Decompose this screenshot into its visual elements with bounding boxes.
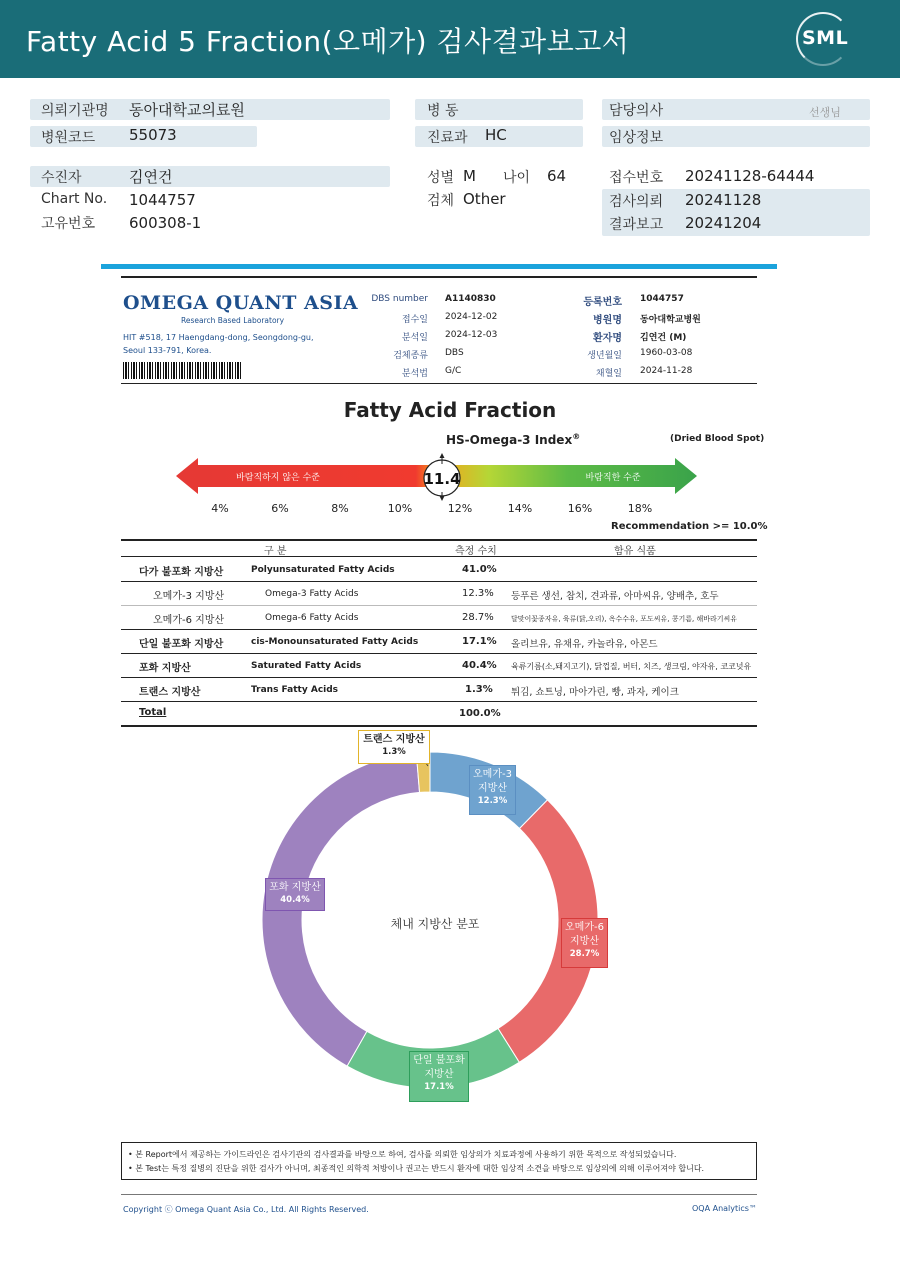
meta-label: 접수일 bbox=[401, 315, 428, 325]
receipt-label: 접수번호 bbox=[609, 170, 664, 186]
slice-label-pct: 40.4% bbox=[280, 895, 310, 905]
row-ko: 오메가-3 지방산 bbox=[153, 591, 225, 602]
institution-label: 의뢰기관명 bbox=[41, 103, 109, 119]
scale-tick: 8% bbox=[331, 502, 349, 515]
dept-value: HC bbox=[485, 126, 507, 144]
recommendation: Recommendation >= 10.0% bbox=[611, 521, 768, 532]
sex-value: M bbox=[463, 167, 476, 185]
row-value: 1.3% bbox=[465, 684, 493, 695]
slice-label-trans bbox=[358, 730, 430, 764]
sex-label: 성별 bbox=[427, 170, 455, 186]
disclaimer-line: • 본 Report에서 제공하는 가이드라인은 검사기관의 검사결과를 바탕으로 하여, 검사를 의뢰한 임상의가 치료과정에 사용하기 위한 목적으로 작성되었습니다. bbox=[128, 1150, 677, 1159]
row-value: 17.1% bbox=[462, 636, 497, 647]
slice-label-saturated bbox=[265, 878, 325, 911]
row-en: cis-Monounsaturated Fatty Acids bbox=[251, 637, 419, 647]
fatty-acid-title: Fatty Acid Fraction bbox=[343, 398, 557, 422]
scale-tick: 16% bbox=[567, 502, 593, 515]
row-ko: 오메가-6 지방산 bbox=[153, 615, 225, 626]
undesirable-zone-label: 바람직하지 않은 수준 bbox=[236, 473, 320, 483]
row-foods: 올리브유, 유채유, 카놀라유, 아몬드 bbox=[511, 639, 658, 650]
doctor-suffix: 선생님 bbox=[809, 106, 841, 119]
row-en: Omega-3 Fatty Acids bbox=[265, 589, 359, 599]
meta-value: 2024-12-02 bbox=[445, 312, 498, 322]
meta-label: 분석일 bbox=[401, 333, 428, 343]
omega-index-title-text: HS-Omega-3 Index bbox=[446, 433, 573, 447]
meta-label: 병원명 bbox=[593, 315, 622, 326]
report-date-value: 20241204 bbox=[685, 214, 762, 232]
desirable-zone-label: 바람직한 수준 bbox=[585, 473, 641, 483]
slice-label-name: 단일 불포화 지방산 bbox=[413, 1055, 465, 1080]
scale-tick: 12% bbox=[447, 502, 473, 515]
row-en: Omega-6 Fatty Acids bbox=[265, 613, 359, 623]
uid-label: 고유번호 bbox=[41, 216, 96, 232]
meta-value: 2024-11-28 bbox=[640, 366, 693, 376]
donut-center-title: 체내 지방산 분포 bbox=[390, 917, 480, 931]
col-header-foods: 함유 식품 bbox=[614, 546, 656, 557]
clinical-label: 임상정보 bbox=[609, 130, 664, 146]
patient-label: 수진자 bbox=[41, 170, 82, 186]
hospital-code-label: 병원코드 bbox=[41, 130, 96, 146]
meta-label: 채혈일 bbox=[595, 369, 622, 379]
age-value: 64 bbox=[547, 167, 567, 185]
ward-label: 병 동 bbox=[427, 103, 459, 119]
meta-label: 환자명 bbox=[593, 333, 622, 344]
meta-value: 김연건 (M) bbox=[640, 333, 687, 343]
specimen-value: Other bbox=[463, 190, 506, 208]
row-foods: 튀김, 쇼트닝, 마아가린, 빵, 과자, 케이크 bbox=[511, 687, 679, 698]
chart-no-value: 1044757 bbox=[129, 191, 196, 209]
row-ko: 단일 불포화 지방산 bbox=[139, 639, 224, 650]
slice-label-name: 트랜스 지방산 bbox=[363, 734, 425, 745]
meta-value: 2024-12-03 bbox=[445, 330, 498, 340]
logo-text: SML bbox=[802, 27, 849, 49]
meta-label: DBS number bbox=[371, 294, 428, 304]
row-foods: 육류기름(소,돼지고기), 닭껍질, 버터, 치즈, 생크림, 야자유, 코코넛유 bbox=[511, 662, 752, 671]
slice-label-pct: 12.3% bbox=[477, 796, 508, 806]
row-ko: 트랜스 지방산 bbox=[139, 687, 201, 698]
slice-label-mono bbox=[409, 1051, 469, 1102]
index-value: 11.4 bbox=[423, 470, 461, 488]
col-header-category: 구 분 bbox=[264, 546, 287, 557]
scale-tick: 18% bbox=[627, 502, 653, 515]
specimen-label: 검체 bbox=[427, 193, 455, 209]
row-en: Saturated Fatty Acids bbox=[251, 661, 362, 671]
lab-logo: OMEGA QUANT ASIA bbox=[123, 292, 359, 314]
uid-value: 600308-1 bbox=[129, 214, 202, 232]
slice-label-pct: 28.7% bbox=[569, 949, 600, 959]
slice-label-omega6 bbox=[561, 918, 608, 968]
row-ko: 포화 지방산 bbox=[139, 663, 191, 674]
scale-tick: 14% bbox=[507, 502, 533, 515]
meta-label: 분석법 bbox=[401, 369, 428, 379]
disclaimer-line: • 본 Test는 특정 질병의 진단을 위한 검사가 아니며, 최종적인 의학적 처방이나 권고는 반드시 환자에 대한 임상적 소견을 바탕으로 임상의에 의해 이루어져야 합니다. bbox=[128, 1164, 705, 1173]
request-label: 검사의뢰 bbox=[609, 194, 664, 210]
report-date-label: 결과보고 bbox=[609, 217, 664, 233]
total-label: Total bbox=[139, 707, 167, 718]
row-foods: 달맞이꽃종자유, 육류(닭,오리), 옥수수유, 포도씨유, 콩기름, 해바라기씨유 bbox=[511, 615, 738, 623]
age-label: 나이 bbox=[503, 170, 531, 186]
analytics-mark: OQA Analytics™ bbox=[692, 1204, 757, 1213]
request-value: 20241128 bbox=[685, 191, 762, 209]
slice-label-omega3 bbox=[469, 765, 516, 815]
patient-value: 김연건 bbox=[129, 168, 173, 186]
row-en: Trans Fatty Acids bbox=[251, 685, 339, 695]
report-title: Fatty Acid 5 Fraction(오메가) 검사결과보고서 bbox=[26, 25, 630, 58]
total-value: 100.0% bbox=[459, 708, 501, 719]
dbs-note: (Dried Blood Spot) bbox=[670, 434, 765, 444]
institution-value: 동아대학교의료원 bbox=[129, 101, 245, 119]
lab-address-line: Seoul 133-791, Korea. bbox=[123, 346, 212, 355]
meta-value: DBS bbox=[445, 348, 464, 358]
lab-address-line: HIT #518, 17 Haengdang-dong, Seongdong-gu, bbox=[123, 333, 314, 342]
meta-label: 검체종류 bbox=[393, 351, 428, 361]
footer-divider bbox=[121, 1194, 757, 1195]
row-foods: 등푸른 생선, 참치, 견과류, 아마씨유, 양배추, 호두 bbox=[511, 591, 719, 602]
scale-tick: 6% bbox=[271, 502, 289, 515]
slice-label-name: 오메가-3 지방산 bbox=[473, 769, 512, 794]
registered-mark: ® bbox=[572, 432, 581, 441]
meta-value: 동아대학교병원 bbox=[640, 315, 701, 325]
meta-label: 등록번호 bbox=[583, 297, 622, 308]
scale-tick: 10% bbox=[387, 502, 413, 515]
scale-tick: 4% bbox=[211, 502, 229, 515]
doctor-label: 담당의사 bbox=[609, 103, 664, 119]
meta-label: 생년월일 bbox=[587, 351, 622, 361]
lab-tagline: Research Based Laboratory bbox=[181, 316, 285, 325]
slice-label-pct: 1.3% bbox=[382, 747, 406, 757]
meta-value: 1960-03-08 bbox=[640, 348, 693, 358]
slice-label-name: 오메가-6 지방산 bbox=[565, 922, 604, 947]
meta-value: G/C bbox=[445, 366, 462, 376]
meta-value: A1140830 bbox=[445, 294, 496, 304]
row-value: 40.4% bbox=[462, 660, 497, 671]
slice-label-name: 포화 지방산 bbox=[269, 882, 321, 893]
row-value: 12.3% bbox=[462, 588, 494, 599]
row-value: 41.0% bbox=[462, 564, 497, 575]
row-en: Polyunsaturated Fatty Acids bbox=[251, 565, 395, 575]
hospital-code-value: 55073 bbox=[129, 126, 177, 144]
dept-label: 진료과 bbox=[427, 130, 468, 146]
receipt-value: 20241128-64444 bbox=[685, 167, 815, 185]
chart-no-label: Chart No. bbox=[41, 191, 108, 207]
col-header-value: 측정 수치 bbox=[455, 546, 497, 557]
meta-value: 1044757 bbox=[640, 294, 684, 304]
row-value: 28.7% bbox=[462, 612, 494, 623]
row-ko: 다가 불포화 지방산 bbox=[139, 567, 224, 578]
disclaimer-box bbox=[121, 1142, 757, 1180]
slice-label-pct: 17.1% bbox=[424, 1082, 454, 1092]
copyright: Copyright ⓒ Omega Quant Asia Co., Ltd. All Rights Reserved. bbox=[123, 1205, 369, 1214]
